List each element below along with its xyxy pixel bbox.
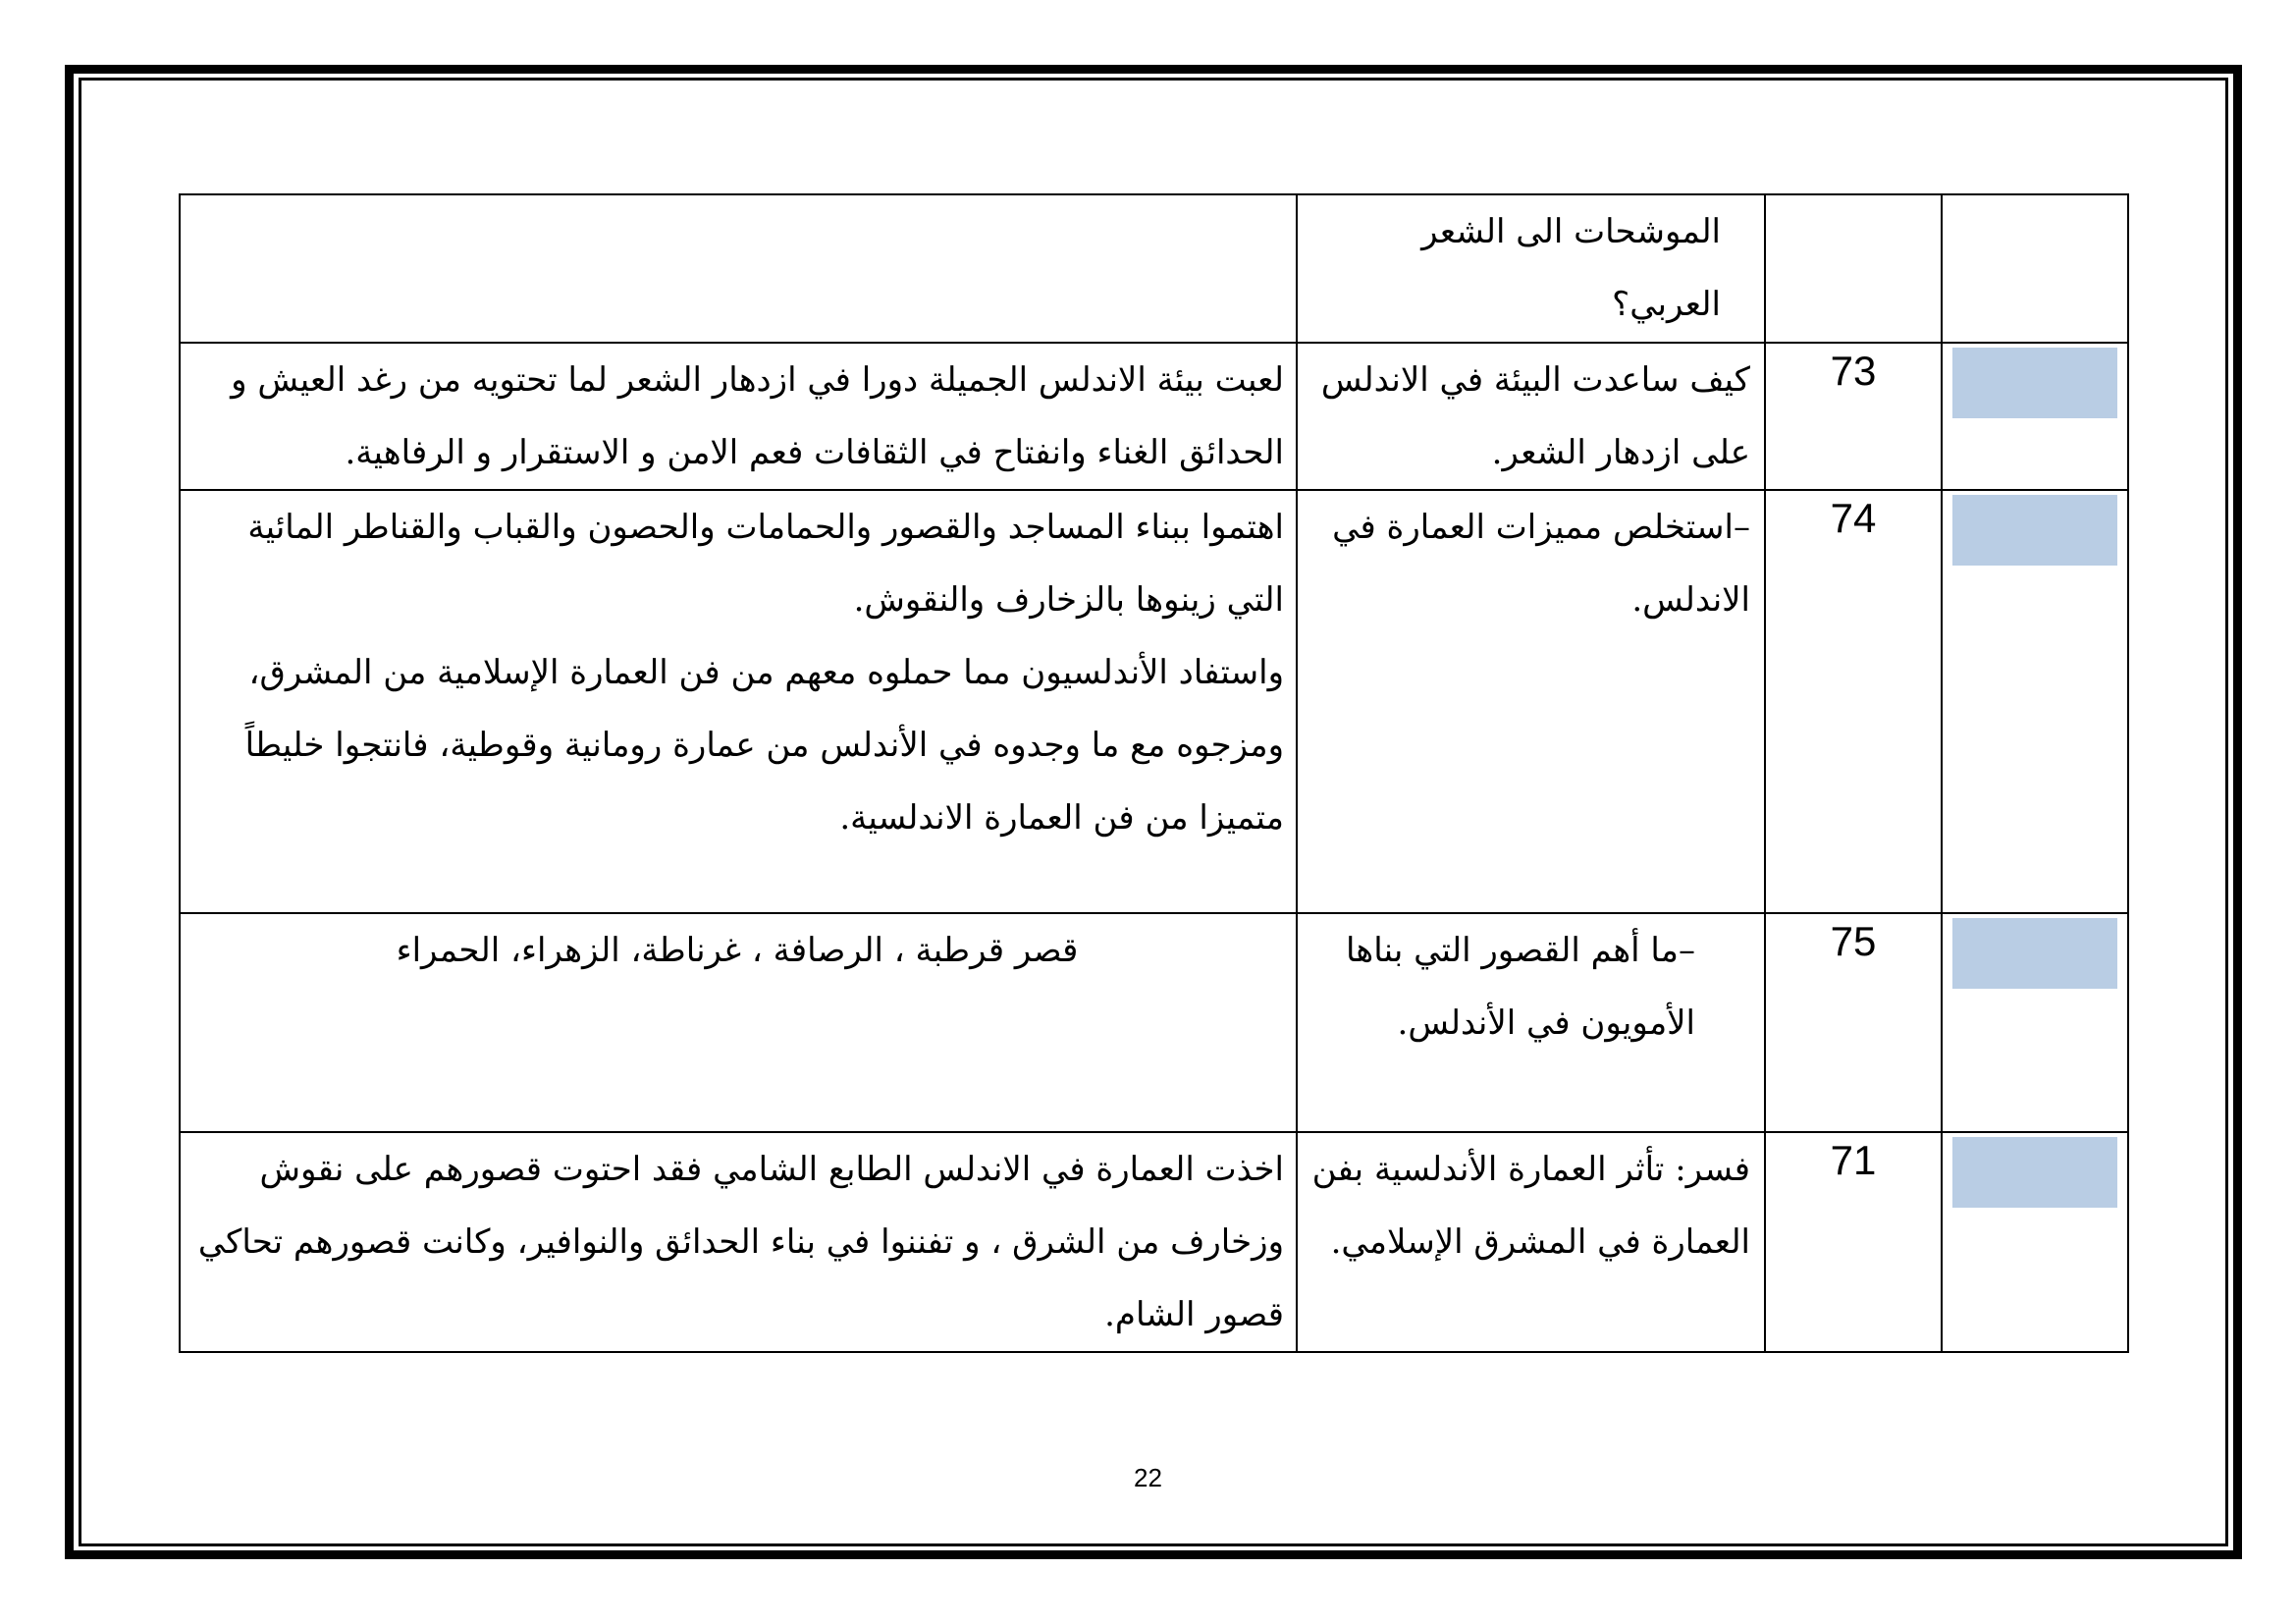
mark-cell <box>1942 343 2128 490</box>
page-number: 22 <box>1134 1463 1162 1492</box>
question-number: 75 <box>1830 918 1877 964</box>
table-row <box>180 343 2128 490</box>
mark-cell <box>1942 490 2128 913</box>
answer-cell <box>180 1132 1297 1352</box>
mark-cell <box>1942 1132 2128 1352</box>
question-number-cell <box>1765 913 1942 1132</box>
answer-text: لعبت بيئة الاندلس الجميلة دورا في ازدهار الشعر لما تحتويه من رغد العيش و الحدائق الغناء وانفتاح في الثقافات فعم الامن و الاستقرار و الرفاهية. <box>231 360 1284 472</box>
table-row <box>180 913 2128 1132</box>
table-row <box>180 1132 2128 1352</box>
answer-paragraph: واستفاد الأندلسيون مما حملوه معهم من فن العمارة الإسلامية من المشرق، ومزجوه مع ما وجدوه في الأندلس من عمارة رومانية وقوطية، فانتجوا خليطاً متميزا من فن العمارة الاندلسية. <box>244 653 1284 838</box>
mark-cell <box>1942 913 2128 1132</box>
question-number <box>1766 195 1941 201</box>
answer-text: قصر قرطبة ، الرصافة ، غرناطة، الزهراء، الحمراء <box>396 931 1079 970</box>
question-number-cell <box>1765 1132 1942 1352</box>
answer-mark-box <box>1952 1137 2117 1208</box>
question-cell <box>1297 194 1765 343</box>
answer-cell <box>180 194 1297 343</box>
answer-mark-box <box>1952 918 2117 989</box>
answer-cell <box>180 913 1297 1132</box>
question-number: 74 <box>1830 495 1877 541</box>
question-text: –استخلص مميزات العمارة في الاندلس. <box>1332 508 1750 620</box>
answer-mark-box <box>1952 348 2117 418</box>
question-cell <box>1297 1132 1765 1352</box>
question-number-cell <box>1765 343 1942 490</box>
table-row <box>180 194 2128 343</box>
questions-table <box>179 193 2129 1353</box>
question-cell <box>1297 490 1765 913</box>
question-number-cell <box>1765 490 1942 913</box>
question-number: 71 <box>1830 1137 1877 1183</box>
answer-paragraph: اهتموا ببناء المساجد والقصور والحمامات والحصون والقباب والقناطر المائية التي زينوها بالزخارف والنقوش. <box>247 508 1284 620</box>
question-cell <box>1297 343 1765 490</box>
question-text: كيف ساعدت البيئة في الاندلس على ازدهار الشعر. <box>1320 360 1750 472</box>
question-text: فسر: تأثر العمارة الأندلسية بفن العمارة في المشرق الإسلامي. <box>1311 1150 1750 1262</box>
question-number: 73 <box>1830 348 1877 394</box>
answer-text: اخذت العمارة في الاندلس الطابع الشامي فقد احتوت قصورهم على نقوش وزخارف من الشرق ، و تفننوا في بناء الحدائق والنوافير، وكانت قصورهم تحاكي قصور الشام. <box>197 1150 1284 1334</box>
answer-cell <box>180 343 1297 490</box>
question-text: الموشحات الى الشعر العربي؟ <box>1421 212 1721 324</box>
answer-cell <box>180 490 1297 913</box>
mark-cell <box>1942 194 2128 343</box>
question-text: –ما أهم القصور التي بناها الأمويون في الأندلس. <box>1345 931 1695 1043</box>
question-number-cell <box>1765 194 1942 343</box>
table-row <box>180 490 2128 913</box>
answer-mark-box <box>1952 495 2117 566</box>
question-cell <box>1297 913 1765 1132</box>
